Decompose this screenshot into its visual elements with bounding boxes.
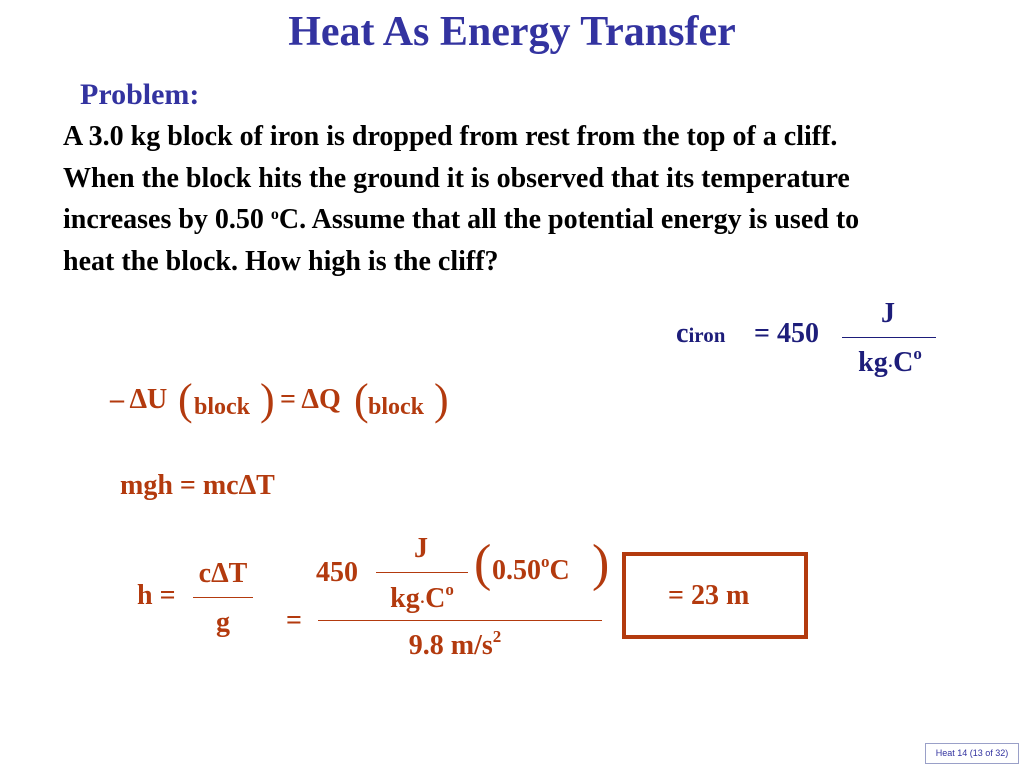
- c-iron-fraction-bar: [842, 337, 936, 338]
- result-value: = 23 m: [668, 580, 750, 611]
- paren-open: (: [354, 375, 369, 424]
- h-formula-fraction-bar: [193, 597, 253, 598]
- energy-balance-lhs: – ΔU: [110, 384, 168, 415]
- substitution-equation: [284, 532, 614, 672]
- substitution-coefficient: 450: [316, 557, 358, 588]
- substitution-unit-denominator: $kg\cdot C^o$: [390, 580, 454, 614]
- substitution-temperature: 0.50$^o$C: [492, 552, 570, 586]
- block-subscript: block: [194, 394, 251, 420]
- c-iron-symbol: ciron: [676, 318, 726, 349]
- slide-title: Heat As Energy Transfer: [288, 9, 736, 55]
- energy-balance-equals: = ΔQ: [280, 384, 341, 415]
- c-iron-subscript: iron: [688, 323, 726, 347]
- substitution-main-bar: [318, 620, 602, 621]
- paren-open: (: [178, 375, 193, 424]
- paren-open: (: [474, 535, 492, 592]
- energy-balance-equation: [110, 375, 470, 430]
- c-iron-value: = 450: [754, 318, 819, 349]
- h-formula: [137, 555, 277, 645]
- h-formula-denominator: g: [216, 607, 230, 638]
- problem-label: Problem:: [80, 78, 200, 111]
- problem-text-part-2: C. Assume that all the potential energy is used to heat the block. How high is the cliff?: [63, 204, 860, 277]
- substitution-unit-numerator: J: [414, 533, 428, 564]
- paren-close: ): [592, 535, 610, 592]
- h-formula-lhs: h =: [137, 580, 176, 611]
- block-subscript: block: [368, 394, 425, 420]
- h-formula-numerator: cΔT: [198, 558, 248, 589]
- substitution-equals: =: [286, 605, 302, 636]
- paren-close: ): [434, 375, 449, 424]
- c-iron-unit-numerator: J: [881, 298, 895, 329]
- slide-footer: Heat 14 (13 of 32): [925, 743, 1019, 764]
- problem-text-part-1: A 3.0 kg block of iron is dropped from rest from the top of a cliff. When the block hits the ground it is observed that its temperature increases by 0.50: [63, 121, 850, 235]
- mgh-equation: mgh = mcΔT: [120, 470, 275, 501]
- degree-symbol: o: [270, 206, 279, 223]
- substitution-denominator: 9.8 $m/s^2$: [408, 627, 502, 661]
- c-iron-unit-denominator: $kg\cdot C^o$: [858, 344, 922, 378]
- problem-text: [63, 116, 893, 282]
- substitution-unit-bar: [376, 572, 468, 573]
- c-iron-equation: [676, 298, 946, 398]
- paren-close: ): [260, 375, 275, 424]
